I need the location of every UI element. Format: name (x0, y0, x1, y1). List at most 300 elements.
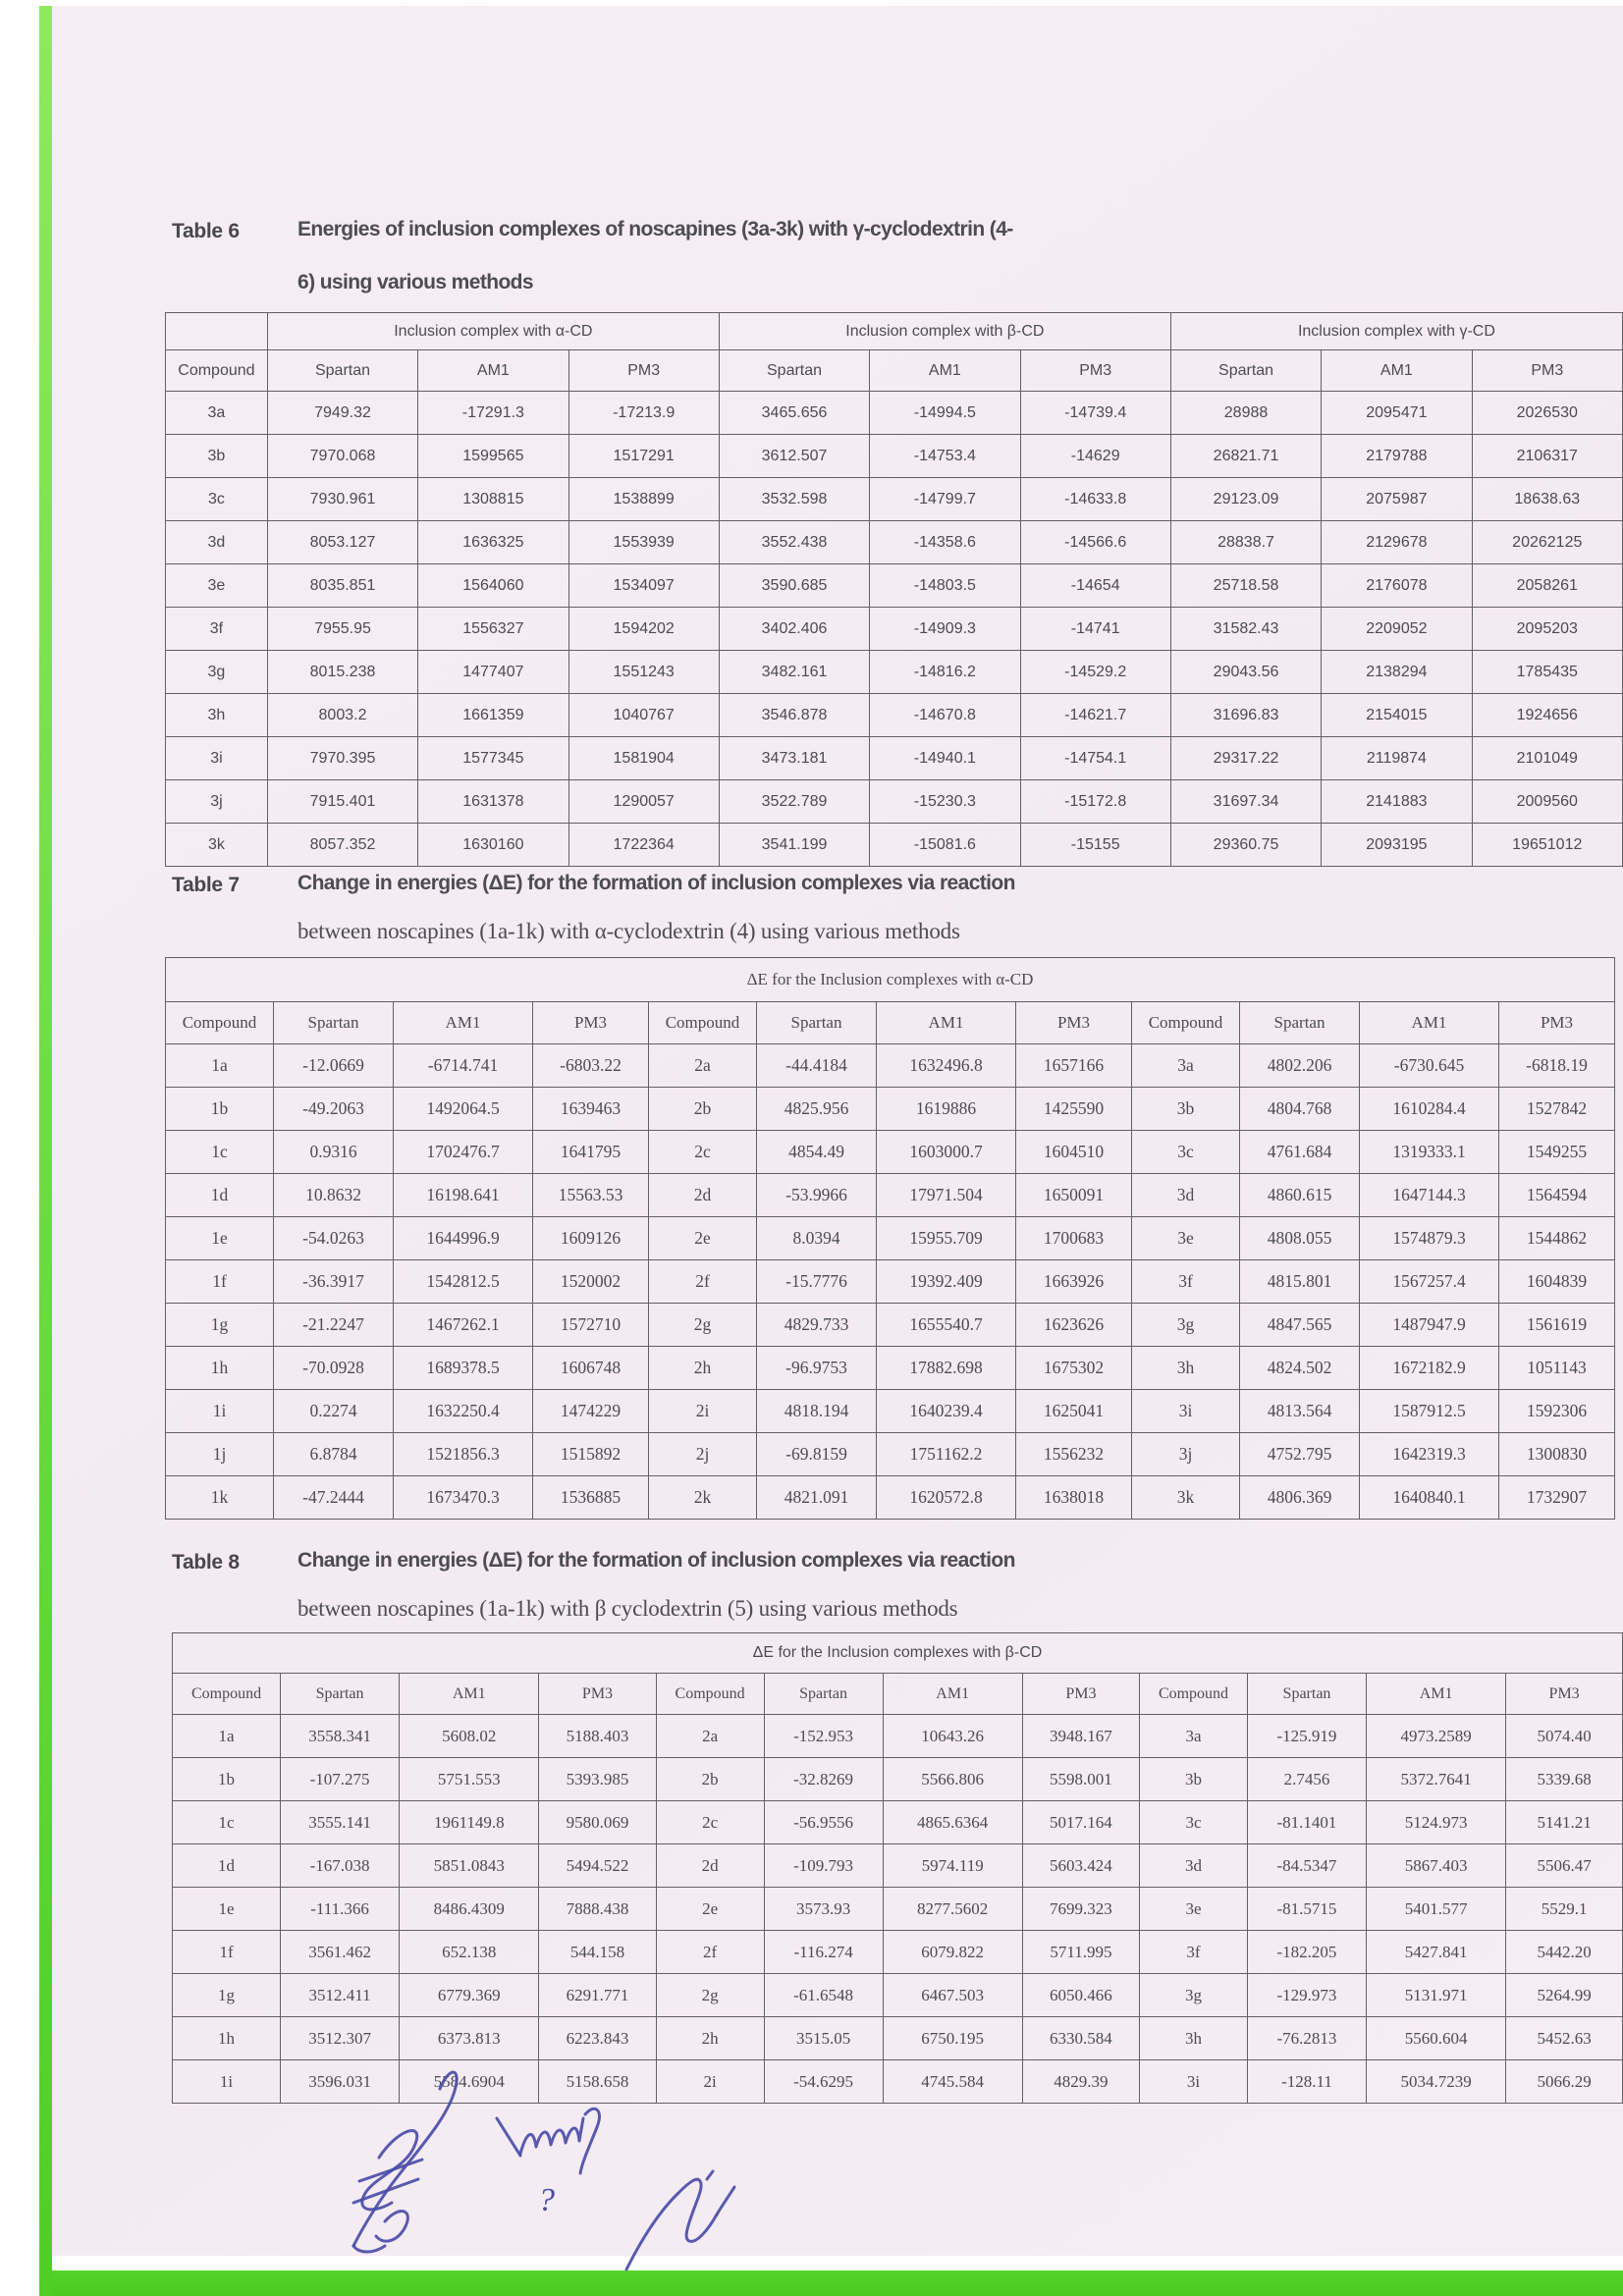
table7-value-cell: 1467262.1 (394, 1304, 533, 1347)
table8-value-cell: 2.7456 (1248, 1758, 1367, 1801)
table7-compound-cell: 2c (649, 1131, 757, 1174)
table6-value-cell: 1551243 (568, 651, 719, 694)
table6-value-cell: 2141883 (1322, 780, 1472, 824)
table7-value-cell: 1610284.4 (1360, 1088, 1499, 1131)
table6-row (166, 435, 1623, 478)
table6-value-cell: 3402.406 (719, 608, 869, 651)
table7-value-cell: 15563.53 (533, 1174, 649, 1217)
table6-value-cell: 2095471 (1322, 392, 1472, 435)
handwritten-signatures (295, 2061, 805, 2292)
table6-compound-cell: 3c (166, 478, 268, 521)
table8-value-cell: 5603.424 (1022, 1844, 1139, 1888)
table7-value-cell: 1425590 (1016, 1088, 1132, 1131)
table7-value-cell: 1639463 (533, 1088, 649, 1131)
table8-value-cell: 5584.6904 (400, 2060, 539, 2104)
table8-compound-cell: 2e (656, 1888, 764, 1931)
table6-value-cell: 31582.43 (1170, 608, 1321, 651)
table6-row (166, 478, 1623, 521)
table7-label: Table 7 (172, 874, 240, 896)
table8-value-cell: 5851.0843 (400, 1844, 539, 1888)
table8-value-cell: -152.953 (764, 1715, 883, 1758)
table7-value-cell: -6818.19 (1499, 1044, 1615, 1088)
table7-value-cell: 4829.733 (757, 1304, 877, 1347)
table7-value-cell: 1606748 (533, 1347, 649, 1390)
table7-compound-cell: 1b (166, 1088, 274, 1131)
table6-value-cell: -14629 (1020, 435, 1170, 478)
table7-compound-cell: 3a (1132, 1044, 1240, 1088)
table6-compound-cell: 3g (166, 651, 268, 694)
table8-value-cell: 4865.6364 (883, 1801, 1022, 1844)
table8-value-cell: -107.275 (281, 1758, 400, 1801)
table7-row (166, 1044, 1615, 1088)
table7-value-cell: -49.2063 (274, 1088, 394, 1131)
table6-value-cell: -14816.2 (870, 651, 1020, 694)
table6-value-cell: -14739.4 (1020, 392, 1170, 435)
table7-value-cell: 1689378.5 (394, 1347, 533, 1390)
signature-question-mark: ? (538, 2182, 555, 2218)
table7-compound-cell: 1j (166, 1433, 274, 1476)
table7-value-cell: 1655540.7 (877, 1304, 1016, 1347)
table8-value-cell: 5598.001 (1022, 1758, 1139, 1801)
table7-value-cell: 4818.194 (757, 1390, 877, 1433)
table6-row (166, 608, 1623, 651)
table7-value-cell: 1647144.3 (1360, 1174, 1499, 1217)
table8-compound-cell: 1e (173, 1888, 281, 1931)
table7-compound-cell: 1a (166, 1044, 274, 1088)
table7-value-cell: 1609126 (533, 1217, 649, 1260)
table8-value-cell: 3561.462 (281, 1931, 400, 1974)
table6-value-cell: 1924656 (1472, 694, 1622, 737)
table8-column-header: PM3 (1022, 1674, 1139, 1715)
table8-value-cell: 6467.503 (883, 1974, 1022, 2017)
table6-value-cell: 1308815 (418, 478, 568, 521)
table7-value-cell: 4815.801 (1240, 1260, 1360, 1304)
table7-span-header-row (166, 958, 1615, 1002)
table6-group-header: Inclusion complex with β-CD (719, 313, 1170, 350)
table7-value-cell: 1672182.9 (1360, 1347, 1499, 1390)
table6-value-cell: 7970.068 (267, 435, 417, 478)
table8-value-cell: 3555.141 (281, 1801, 400, 1844)
table7-value-cell: 0.9316 (274, 1131, 394, 1174)
table7-value-cell: 4813.564 (1240, 1390, 1360, 1433)
table6-value-cell: 2119874 (1322, 737, 1472, 780)
table8-value-cell: 5494.522 (539, 1844, 656, 1888)
table7-value-cell: 4847.565 (1240, 1304, 1360, 1347)
table7-value-cell: 1603000.7 (877, 1131, 1016, 1174)
table6-value-cell: 29317.22 (1170, 737, 1321, 780)
table8-column-header: Spartan (281, 1674, 400, 1715)
table7-compound-cell: 2g (649, 1304, 757, 1347)
table8-value-cell: -125.919 (1248, 1715, 1367, 1758)
table6-row (166, 392, 1623, 435)
table6-method-header: AM1 (418, 350, 568, 392)
table6-value-cell: 1636325 (418, 521, 568, 564)
table7-compound-cell: 1k (166, 1476, 274, 1520)
table8-column-header: Compound (1139, 1674, 1247, 1715)
table8-column-header: Spartan (1248, 1674, 1367, 1715)
table7-compound-cell: 3i (1132, 1390, 1240, 1433)
table7-value-cell: 1549255 (1499, 1131, 1615, 1174)
table6-compound-header: Compound (166, 350, 268, 392)
table6-value-cell: -14940.1 (870, 737, 1020, 780)
table6-value-cell: 1661359 (418, 694, 568, 737)
table8-value-cell: 9580.069 (539, 1801, 656, 1844)
table8-compound-cell: 1g (173, 1974, 281, 2017)
table7-value-cell: -44.4184 (757, 1044, 877, 1088)
table7-value-cell: -6714.741 (394, 1044, 533, 1088)
table7-value-cell: 15955.709 (877, 1217, 1016, 1260)
table6-method-header: PM3 (1472, 350, 1622, 392)
table7-compound-cell: 3d (1132, 1174, 1240, 1217)
table6-row (166, 651, 1623, 694)
table6-value-cell: 2026530 (1472, 392, 1622, 435)
table7-column-header: AM1 (1360, 1002, 1499, 1044)
table7-value-cell: 17882.698 (877, 1347, 1016, 1390)
table8-compound-cell: 3g (1139, 1974, 1247, 2017)
table7-value-cell: -47.2444 (274, 1476, 394, 1520)
signature-1 (353, 2072, 457, 2252)
table6-value-cell: 8057.352 (267, 824, 417, 867)
table8-value-cell: 5401.577 (1366, 1888, 1505, 1931)
table7-value-cell: 1572710 (533, 1304, 649, 1347)
table7-value-cell: 1640239.4 (877, 1390, 1016, 1433)
table8-compound-cell: 1d (173, 1844, 281, 1888)
table7-row (166, 1347, 1615, 1390)
table7-value-cell: 1650091 (1016, 1174, 1132, 1217)
table8-value-cell: 5066.29 (1506, 2060, 1623, 2104)
table7-value-cell: 0.2274 (274, 1390, 394, 1433)
table8-value-cell: 5034.7239 (1366, 2060, 1505, 2104)
table6-compound-cell: 3e (166, 564, 268, 608)
table8-value-cell: -182.205 (1248, 1931, 1367, 1974)
table8-value-cell: 3596.031 (281, 2060, 400, 2104)
table8-value-cell: 5131.971 (1366, 1974, 1505, 2017)
table8-value-cell: 544.158 (539, 1931, 656, 1974)
table7-value-cell: 1542812.5 (394, 1260, 533, 1304)
table7-value-cell: 4854.49 (757, 1131, 877, 1174)
table8-compound-cell: 2a (656, 1715, 764, 1758)
table6-value-cell: 1599565 (418, 435, 568, 478)
table8-value-cell: 5974.119 (883, 1844, 1022, 1888)
table7-column-header: PM3 (533, 1002, 649, 1044)
table8-row (173, 1801, 1623, 1844)
table8-value-cell: 3948.167 (1022, 1715, 1139, 1758)
table7-value-cell: 1574879.3 (1360, 1217, 1499, 1260)
table6-value-cell: -14566.6 (1020, 521, 1170, 564)
table8-label: Table 8 (172, 1551, 240, 1574)
table8-compound-cell: 1a (173, 1715, 281, 1758)
table6-compound-cell: 3d (166, 521, 268, 564)
table8-value-cell: 5393.985 (539, 1758, 656, 1801)
table6-value-cell: 28838.7 (1170, 521, 1321, 564)
table7-compound-cell: 3f (1132, 1260, 1240, 1304)
table7-value-cell: 6.8784 (274, 1433, 394, 1476)
table8-value-cell: 5867.403 (1366, 1844, 1505, 1888)
table8-value-cell: -167.038 (281, 1844, 400, 1888)
table6-value-cell: 3546.878 (719, 694, 869, 737)
table7-column-header: PM3 (1499, 1002, 1615, 1044)
table7-value-cell: 1675302 (1016, 1347, 1132, 1390)
table8-column-header: AM1 (400, 1674, 539, 1715)
table6-value-cell: -14803.5 (870, 564, 1020, 608)
table7-span-header: ΔE for the Inclusion complexes with α-CD (166, 958, 1615, 1002)
table7-column-header: Spartan (1240, 1002, 1360, 1044)
table8-row (173, 1931, 1623, 1974)
table6-value-cell: 7915.401 (267, 780, 417, 824)
table8-compound-cell: 2b (656, 1758, 764, 1801)
table6-value-cell: 1722364 (568, 824, 719, 867)
table7-column-header: Spartan (757, 1002, 877, 1044)
table8-compound-cell: 3f (1139, 1931, 1247, 1974)
table6-value-cell: 1290057 (568, 780, 719, 824)
table8-value-cell: 5158.658 (539, 2060, 656, 2104)
table7-value-cell: -12.0669 (274, 1044, 394, 1088)
table8-row (173, 2017, 1623, 2060)
table7-value-cell: 1544862 (1499, 1217, 1615, 1260)
table6-value-cell: -14529.2 (1020, 651, 1170, 694)
table6-value-cell: 2095203 (1472, 608, 1622, 651)
table7-value-cell: 4821.091 (757, 1476, 877, 1520)
table8-compound-cell: 1b (173, 1758, 281, 1801)
table7-compound-cell: 1h (166, 1347, 274, 1390)
table8-value-cell: 5264.99 (1506, 1974, 1623, 2017)
table8-value-cell: 6050.466 (1022, 1974, 1139, 2017)
table8-value-cell: 5751.553 (400, 1758, 539, 1801)
table7-column-header: AM1 (394, 1002, 533, 1044)
table6-value-cell: 1538899 (568, 478, 719, 521)
table6-label: Table 6 (172, 220, 240, 242)
table7-value-cell: 1632250.4 (394, 1390, 533, 1433)
table6-title-line1: Energies of inclusion complexes of noscapines (3a-3k) with γ-cyclodextrin (4- (298, 218, 1013, 240)
table8-value-cell: -56.9556 (764, 1801, 883, 1844)
table7-value-cell: 1619886 (877, 1088, 1016, 1131)
table7-compound-cell: 2k (649, 1476, 757, 1520)
table6-value-cell: 2138294 (1322, 651, 1472, 694)
table6-value-cell: -14654 (1020, 564, 1170, 608)
table8-value-cell: -32.8269 (764, 1758, 883, 1801)
table7-value-cell: 4808.055 (1240, 1217, 1360, 1260)
table7-value-cell: 4806.369 (1240, 1476, 1360, 1520)
table6-value-cell: -14994.5 (870, 392, 1020, 435)
table6-compound-cell: 3i (166, 737, 268, 780)
table8-value-cell: 5442.20 (1506, 1931, 1623, 1974)
table7-value-cell: 1673470.3 (394, 1476, 533, 1520)
table6-value-cell: 1040767 (568, 694, 719, 737)
table6-value-cell: 7970.395 (267, 737, 417, 780)
table8-value-cell: 652.138 (400, 1931, 539, 1974)
table7-value-cell: 1663926 (1016, 1260, 1132, 1304)
table8-value-cell: -129.973 (1248, 1974, 1367, 2017)
table7-value-cell: 1623626 (1016, 1304, 1132, 1347)
table6-title-line2: 6) using various methods (298, 271, 533, 294)
table6-value-cell: 2179788 (1322, 435, 1472, 478)
table7-value-cell: 1592306 (1499, 1390, 1615, 1433)
table6-value-cell: 1517291 (568, 435, 719, 478)
table7-value-cell: 1604510 (1016, 1131, 1132, 1174)
table8-value-cell: 10643.26 (883, 1715, 1022, 1758)
table6-value-cell: 7930.961 (267, 478, 417, 521)
table7-value-cell: 1556232 (1016, 1433, 1132, 1476)
table8-column-header: AM1 (883, 1674, 1022, 1715)
table7-value-cell: 4824.502 (1240, 1347, 1360, 1390)
table7-value-cell: 1640840.1 (1360, 1476, 1499, 1520)
table8-value-cell: 8486.4309 (400, 1888, 539, 1931)
table8-value-cell: 7888.438 (539, 1888, 656, 1931)
table6-value-cell: 2176078 (1322, 564, 1472, 608)
table8-value-cell: 6291.771 (539, 1974, 656, 2017)
table8-compound-cell: 3b (1139, 1758, 1247, 1801)
table6-value-cell: 3552.438 (719, 521, 869, 564)
table7-value-cell: 1702476.7 (394, 1131, 533, 1174)
table7-value-cell: -96.9753 (757, 1347, 877, 1390)
table8-row (173, 1974, 1623, 2017)
table8-value-cell: 6373.813 (400, 2017, 539, 2060)
table7-compound-cell: 2a (649, 1044, 757, 1088)
table6-compound-cell: 3j (166, 780, 268, 824)
scan-edge-bottom (52, 2270, 1623, 2296)
table8-value-cell: -54.6295 (764, 2060, 883, 2104)
table7-value-cell: 4761.684 (1240, 1131, 1360, 1174)
table8-value-cell: 6750.195 (883, 2017, 1022, 2060)
table8-row (173, 1715, 1623, 1758)
table7-value-cell: 1527842 (1499, 1088, 1615, 1131)
table7-row (166, 1390, 1615, 1433)
signature-2 (497, 2109, 599, 2218)
table8-value-cell: 5017.164 (1022, 1801, 1139, 1844)
table6-value-cell: 8035.851 (267, 564, 417, 608)
table8-value-cell: 3515.05 (764, 2017, 883, 2060)
table6-value-cell: 26821.71 (1170, 435, 1321, 478)
table7-column-header: PM3 (1016, 1002, 1132, 1044)
table8-value-cell: 1961149.8 (400, 1801, 539, 1844)
table8-value-cell: 8277.5602 (883, 1888, 1022, 1931)
table6-value-cell: 1785435 (1472, 651, 1622, 694)
table6-row (166, 824, 1623, 867)
table8-compound-cell: 2c (656, 1801, 764, 1844)
table7-compound-cell: 2b (649, 1088, 757, 1131)
table7-compound-cell: 3e (1132, 1217, 1240, 1260)
table6-value-cell: 2209052 (1322, 608, 1472, 651)
table7-row (166, 1433, 1615, 1476)
table8-value-cell: 5074.40 (1506, 1715, 1623, 1758)
table8-value-cell: 3512.411 (281, 1974, 400, 2017)
table6-value-cell: 1594202 (568, 608, 719, 651)
table6-method-header: AM1 (1322, 350, 1472, 392)
table6-value-cell: 1577345 (418, 737, 568, 780)
table6-value-cell: 2093195 (1322, 824, 1472, 867)
scan-edge-left (39, 6, 52, 2296)
table6-method-header: Spartan (719, 350, 869, 392)
table7-value-cell: 1300830 (1499, 1433, 1615, 1476)
table7-value-cell: 4802.206 (1240, 1044, 1360, 1088)
table7-title-line2: between noscapines (1a-1k) with α-cyclodextrin (4) using various methods (298, 919, 960, 943)
table8-value-cell: 5529.1 (1506, 1888, 1623, 1931)
table7-value-cell: 1732907 (1499, 1476, 1615, 1520)
table7-compound-cell: 3h (1132, 1347, 1240, 1390)
table6-value-cell: 2075987 (1322, 478, 1472, 521)
table8-compound-cell: 2h (656, 2017, 764, 2060)
table6-value-cell: -14358.6 (870, 521, 1020, 564)
table6-value-cell: -15155 (1020, 824, 1170, 867)
table7-column-header: Compound (649, 1002, 757, 1044)
table6-value-cell: 3482.161 (719, 651, 869, 694)
table6-method-header: PM3 (568, 350, 719, 392)
table8-row (173, 1844, 1623, 1888)
table8-compound-cell: 2i (656, 2060, 764, 2104)
table7-value-cell: 4860.615 (1240, 1174, 1360, 1217)
table8-column-header: PM3 (539, 1674, 656, 1715)
table6-value-cell: -14754.1 (1020, 737, 1170, 780)
table8-value-cell: 4973.2589 (1366, 1715, 1505, 1758)
table8-value-cell: -128.11 (1248, 2060, 1367, 2104)
table7-compound-cell: 1d (166, 1174, 274, 1217)
table8-value-cell: -109.793 (764, 1844, 883, 1888)
table8-value-cell: 6079.822 (883, 1931, 1022, 1974)
table7-compound-cell: 3b (1132, 1088, 1240, 1131)
table8-value-cell: 4829.39 (1022, 2060, 1139, 2104)
table6-compound-cell: 3b (166, 435, 268, 478)
table8-value-cell: -81.5715 (1248, 1888, 1367, 1931)
table6-compound-cell: 3f (166, 608, 268, 651)
table6-method-header: Spartan (1170, 350, 1321, 392)
table7-value-cell: 1604839 (1499, 1260, 1615, 1304)
table7-value-cell: -36.3917 (274, 1260, 394, 1304)
table6-value-cell: 2154015 (1322, 694, 1472, 737)
table8-column-header: AM1 (1366, 1674, 1505, 1715)
table7-row (166, 1174, 1615, 1217)
table8-value-cell: 4745.584 (883, 2060, 1022, 2104)
table6-value-cell: 29360.75 (1170, 824, 1321, 867)
table8-compound-cell: 2f (656, 1931, 764, 1974)
table8-span-header: ΔE for the Inclusion complexes with β-CD (173, 1633, 1623, 1674)
table8-compound-cell: 3e (1139, 1888, 1247, 1931)
table8-value-cell: -116.274 (764, 1931, 883, 1974)
table7-value-cell: -69.8159 (757, 1433, 877, 1476)
table8-compound-cell: 2g (656, 1974, 764, 2017)
table7-compound-cell: 2i (649, 1390, 757, 1433)
table7-row (166, 1131, 1615, 1174)
table6-method-header: Spartan (267, 350, 417, 392)
table6-column-header-row (166, 350, 1623, 392)
table6-value-cell: 18638.63 (1472, 478, 1622, 521)
table7-row (166, 1217, 1615, 1260)
table8-value-cell: 7699.323 (1022, 1888, 1139, 1931)
table6-value-cell: -14799.7 (870, 478, 1020, 521)
table8-compound-cell: 3d (1139, 1844, 1247, 1888)
table6-value-cell: 28988 (1170, 392, 1321, 435)
table6-corner-cell (166, 313, 268, 350)
table7-value-cell: 8.0394 (757, 1217, 877, 1260)
table8-compound-cell: 1f (173, 1931, 281, 1974)
table6-group-header: Inclusion complex with α-CD (267, 313, 719, 350)
table7-value-cell: 1536885 (533, 1476, 649, 1520)
table6-value-cell: 1477407 (418, 651, 568, 694)
table6-method-header: AM1 (870, 350, 1020, 392)
table8-row (173, 1758, 1623, 1801)
table8-value-cell: 5608.02 (400, 1715, 539, 1758)
table8-value-cell: 5560.604 (1366, 2017, 1505, 2060)
table6-value-cell: 31697.34 (1170, 780, 1321, 824)
table7-value-cell: 1632496.8 (877, 1044, 1016, 1088)
table8-value-cell: 5506.47 (1506, 1844, 1623, 1888)
table8-value-cell: -61.6548 (764, 1974, 883, 2017)
table7-column-header: Compound (166, 1002, 274, 1044)
table7-compound-cell: 1f (166, 1260, 274, 1304)
table6-value-cell: 1553939 (568, 521, 719, 564)
table6-value-cell: -14670.8 (870, 694, 1020, 737)
table8-value-cell: -81.1401 (1248, 1801, 1367, 1844)
table7-value-cell: -54.0263 (274, 1217, 394, 1260)
